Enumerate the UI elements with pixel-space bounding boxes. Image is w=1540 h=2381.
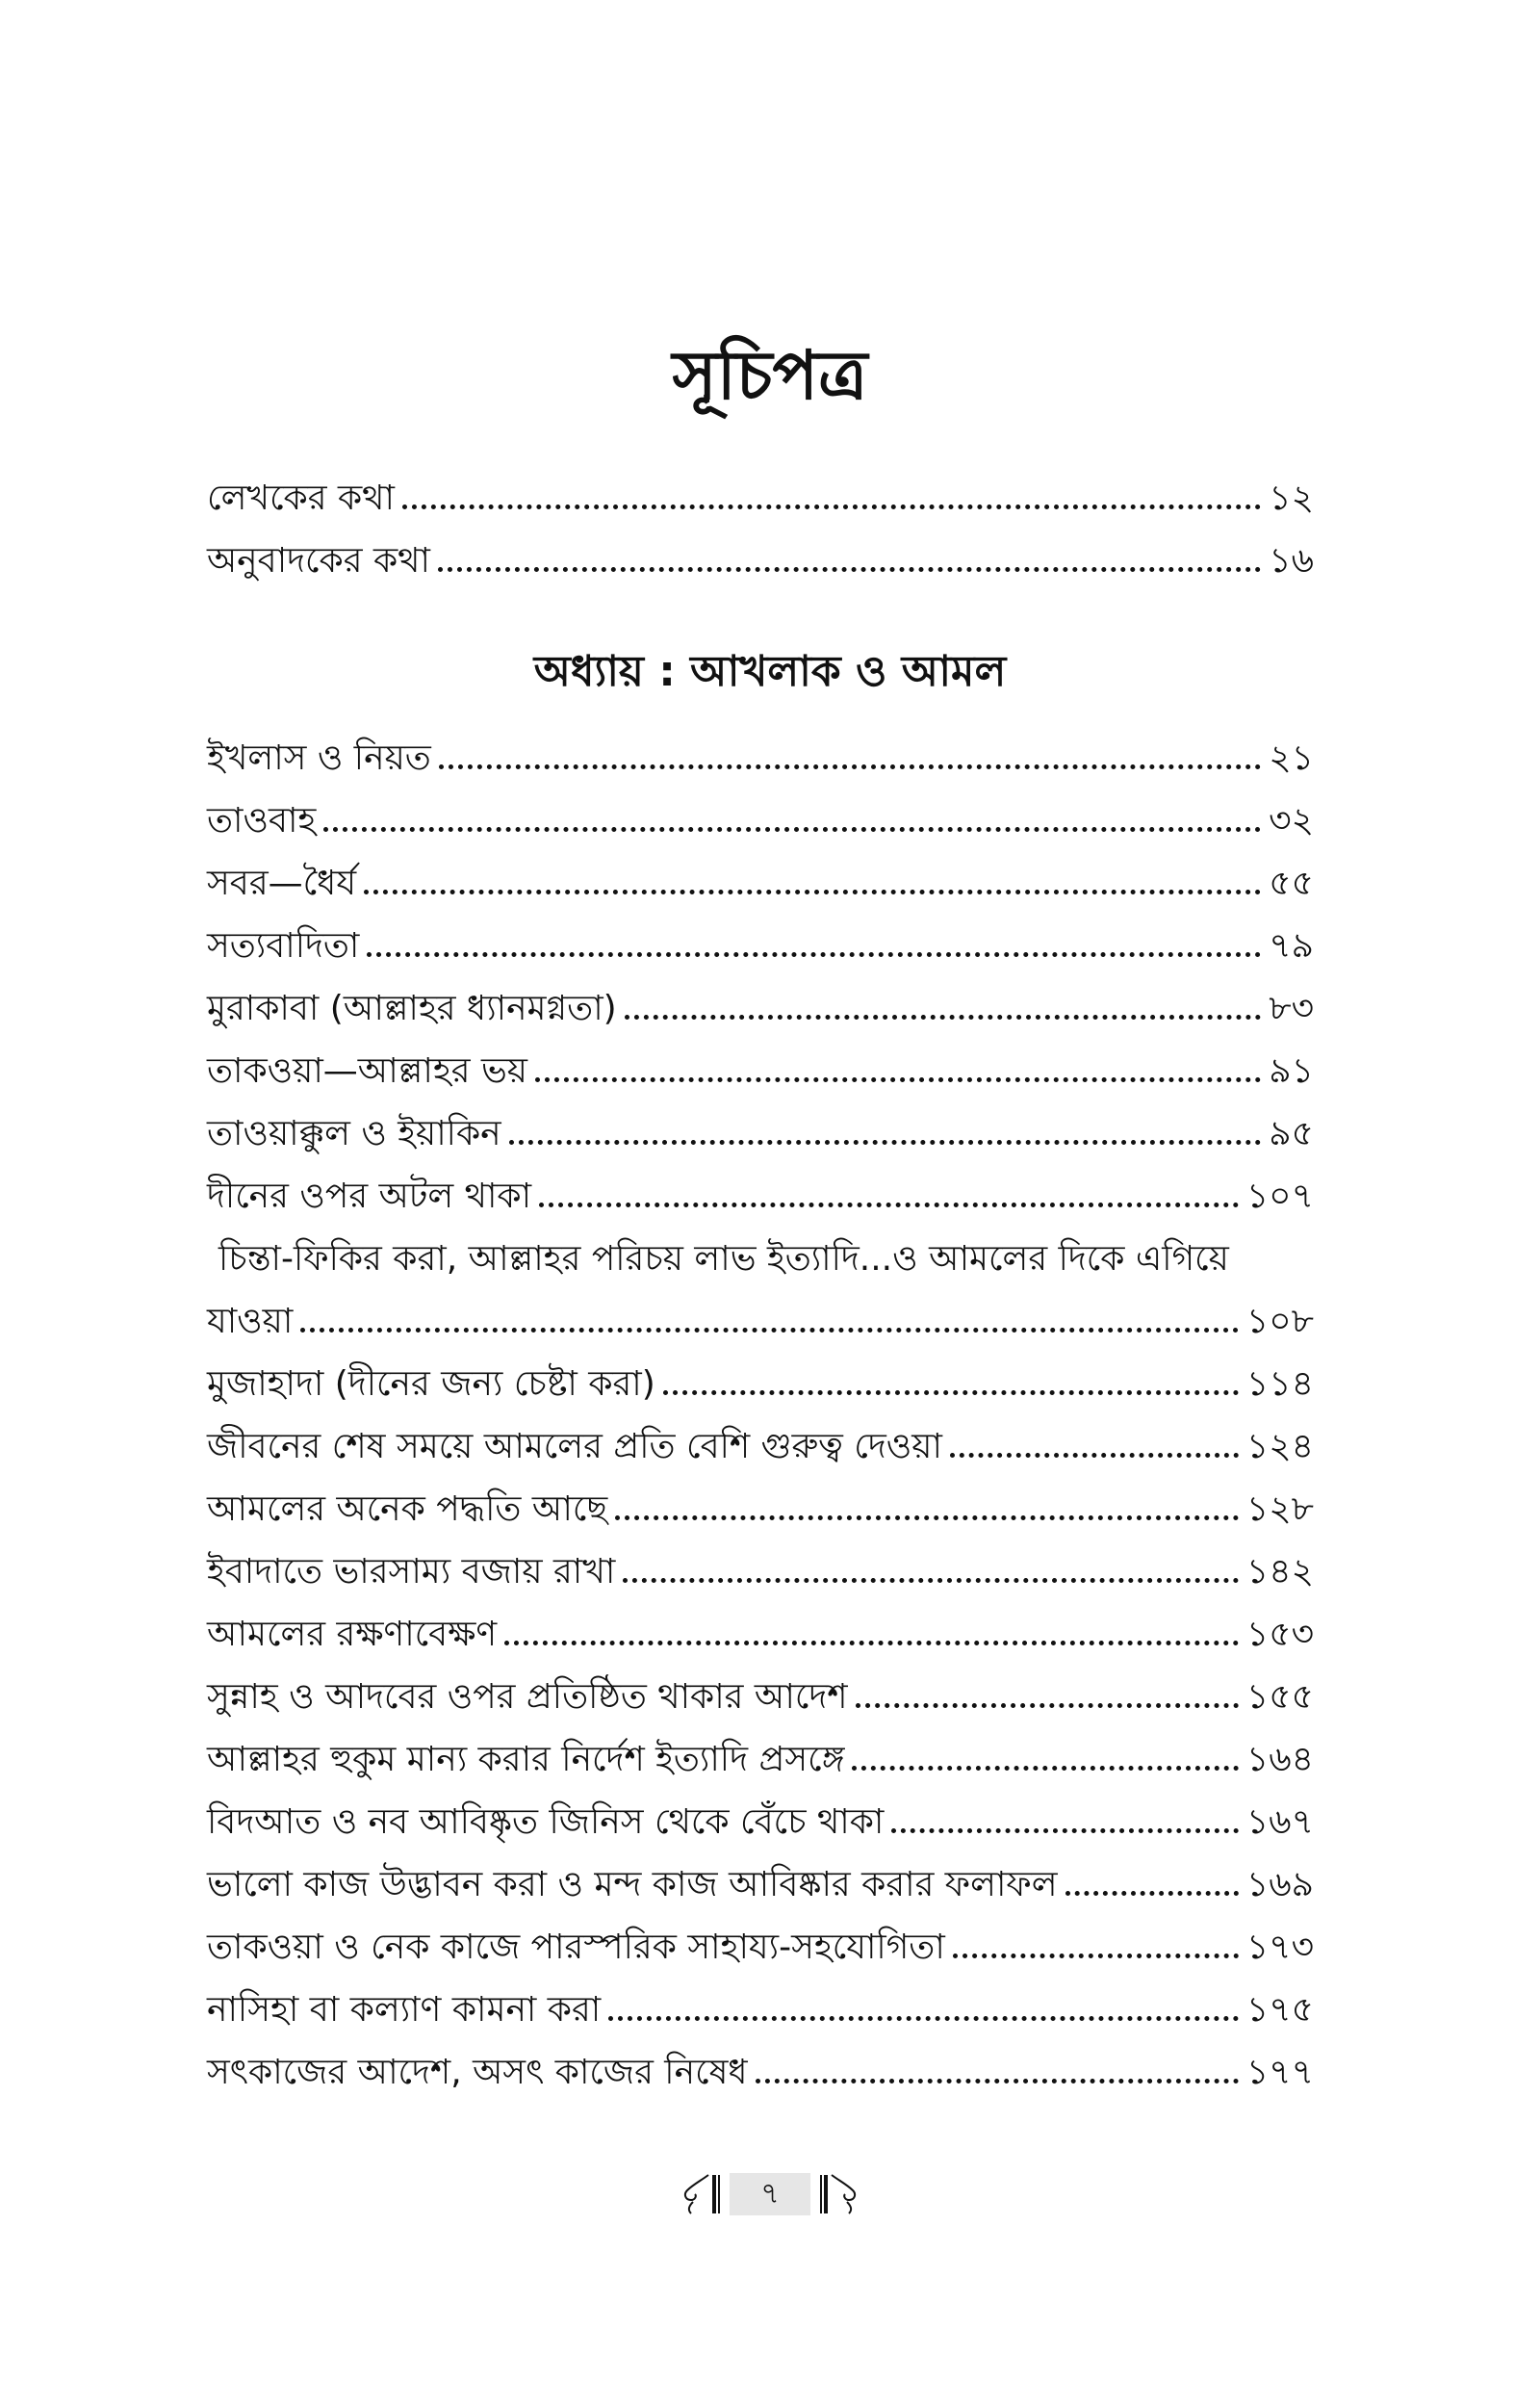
- dot-leader: [402, 505, 1261, 509]
- dot-leader: [539, 1203, 1239, 1207]
- toc-entry-page: ১৪২: [1245, 1552, 1314, 1592]
- toc-entry-title: লেখকের কথা: [207, 479, 395, 518]
- dot-leader: [1065, 1891, 1239, 1896]
- toc-entry-page: ৮৩: [1269, 989, 1314, 1028]
- toc-entry-title: নাসিহা বা কল্যাণ কামনা করা: [207, 1990, 602, 2030]
- toc-entry[interactable]: [207, 1666, 1314, 1728]
- dot-leader: [364, 890, 1261, 894]
- toc-entry-page: ৫৫: [1269, 864, 1314, 903]
- toc-entry[interactable]: [207, 727, 1314, 789]
- toc-entry-translators-note[interactable]: [207, 530, 1314, 592]
- dot-leader: [439, 764, 1261, 769]
- toc-entry-page: ৯৫: [1269, 1114, 1314, 1153]
- dot-leader: [756, 2079, 1239, 2083]
- toc-entry-title: ইখলাস ও নিয়ত: [207, 738, 431, 778]
- page-title: সূচিপত্র: [672, 336, 868, 415]
- dot-leader: [615, 1515, 1239, 1520]
- toc-entry-title: তাওয়াক্কুল ও ইয়াকিন: [207, 1114, 501, 1153]
- toc-entry-page: ১০৭: [1245, 1177, 1314, 1216]
- toc-entry-page: ১৭৭: [1245, 2053, 1314, 2092]
- toc-entry[interactable]: [207, 1102, 1314, 1165]
- dot-leader: [504, 1641, 1239, 1645]
- toc-entry-page: ৭৯: [1269, 926, 1314, 966]
- toc-entry-title: মুজাহাদা (দীনের জন্য চেষ্টা করা): [207, 1364, 655, 1404]
- toc-entry-title: সুন্নাহ ও আদবের ওপর প্রতিষ্ঠিত থাকার আদেশ: [207, 1677, 848, 1717]
- dot-leader: [852, 1766, 1238, 1771]
- ornament-left-icon: [680, 2171, 722, 2217]
- toc-entry-authors-note[interactable]: [207, 467, 1314, 530]
- toc-entry-page: ২১: [1269, 738, 1314, 778]
- dot-leader: [323, 827, 1261, 832]
- toc-entry[interactable]: [207, 852, 1314, 915]
- ornament-right-icon: [818, 2171, 860, 2217]
- toc-entry-title: যাওয়া: [207, 1302, 294, 1341]
- page-footer: [0, 2171, 1540, 2217]
- toc-entry-title: তাকওয়া ও নেক কাজে পারস্পরিক সাহায্য-সহযোগিতা: [207, 1928, 945, 1967]
- toc-entry[interactable]: [207, 1853, 1314, 1916]
- dot-leader: [891, 1828, 1238, 1833]
- toc-entry-page: ১৭৩: [1245, 1928, 1314, 1967]
- toc-entry-title: আল্লাহর হুকুম মান্য করার নির্দেশ ইত্যাদি প্রসঙ্গে: [207, 1740, 845, 1779]
- toc-entry-wrapped-line1[interactable]: [207, 1228, 1314, 1290]
- toc-entry[interactable]: [207, 1728, 1314, 1791]
- toc-entry-page: ১৭৫: [1245, 1990, 1314, 2030]
- toc-entry[interactable]: [207, 1791, 1314, 1853]
- toc-entry-title: সৎকাজের আদেশ, অসৎ কাজের নিষেধ: [207, 2053, 748, 2092]
- toc-entry[interactable]: [207, 1603, 1314, 1666]
- dot-leader: [608, 2016, 1239, 2021]
- dot-leader: [535, 1077, 1261, 1082]
- toc-entry[interactable]: [207, 1353, 1314, 1415]
- toc-entry-title: বিদআত ও নব আবিষ্কৃত জিনিস থেকে বেঁচে থাকা: [207, 1802, 885, 1842]
- toc-entry-page: ১৬: [1269, 541, 1314, 581]
- dot-leader: [300, 1328, 1239, 1333]
- chapter-entry-list: [207, 727, 1314, 2104]
- chapter-heading: অধ্যায় : আখলাক ও আমল: [533, 647, 1007, 696]
- toc-entry-title: ইবাদাতে ভারসাম্য বজায় রাখা: [207, 1552, 616, 1592]
- dot-leader: [623, 1578, 1239, 1583]
- toc-entry-title: দীনের ওপর অটল থাকা: [207, 1177, 532, 1216]
- toc-entry[interactable]: [207, 1979, 1314, 2041]
- toc-entry[interactable]: [207, 1415, 1314, 1478]
- dot-leader: [663, 1390, 1239, 1395]
- toc-entry[interactable]: [207, 1540, 1314, 1603]
- page-number: ৭: [730, 2173, 810, 2215]
- toc-entry[interactable]: [207, 1478, 1314, 1540]
- toc-entry-page: ১২৪: [1245, 1427, 1314, 1466]
- dot-leader: [509, 1140, 1262, 1145]
- toc-entry-title: তাকওয়া—আল্লাহর ভয়: [207, 1051, 528, 1091]
- toc-entry[interactable]: [207, 2041, 1314, 2104]
- toc-entry-title: জীবনের শেষ সময়ে আমলের প্রতি বেশি গুরুত্ব দেওয়া: [207, 1427, 942, 1466]
- toc-entry-wrapped-line2[interactable]: [207, 1290, 1314, 1353]
- toc-entry-title: আমলের রক্ষণাবেক্ষণ: [207, 1615, 498, 1654]
- toc-entry[interactable]: [207, 1916, 1314, 1979]
- toc-entry-title: চিন্তা-ফিকির করা, আল্লাহর পরিচয় লাভ ইত্যাদি...ও আমলের দিকে এগিয়ে: [218, 1239, 1229, 1279]
- dot-leader: [856, 1703, 1239, 1708]
- dot-leader: [367, 952, 1261, 957]
- toc-entry-title: মুরাকাবা (আল্লাহর ধ্যানমগ্নতা): [207, 989, 617, 1028]
- toc-entry-page: ১৫৩: [1245, 1615, 1314, 1654]
- toc-entry[interactable]: [207, 915, 1314, 977]
- toc-entry-page: ৯১: [1269, 1051, 1314, 1091]
- toc-entry[interactable]: [207, 1040, 1314, 1102]
- toc-entry[interactable]: [207, 977, 1314, 1040]
- toc-entry-title: আমলের অনেক পদ্ধতি আছে: [207, 1489, 608, 1529]
- dot-leader: [953, 1954, 1239, 1958]
- toc-entry-page: ১২: [1269, 479, 1314, 518]
- toc-entry-title: সবর—ধৈর্য: [207, 864, 357, 903]
- dot-leader: [625, 1015, 1262, 1020]
- toc-entry-page: ১২৮: [1245, 1489, 1314, 1529]
- toc-entry-page: ১৬৪: [1245, 1740, 1314, 1779]
- toc-entry-title: তাওবাহ: [207, 801, 317, 841]
- toc-entry-page: ১১৪: [1245, 1364, 1314, 1404]
- toc-entry-title: ভালো কাজ উদ্ভাবন করা ও মন্দ কাজ আবিষ্কার করার ফলাফল: [207, 1865, 1058, 1904]
- dot-leader: [438, 567, 1261, 572]
- toc-entry-page: ১০৮: [1245, 1302, 1314, 1341]
- toc-entry[interactable]: [207, 1165, 1314, 1228]
- toc-entry-page: ১৫৫: [1245, 1677, 1314, 1717]
- toc-entry-title: অনুবাদকের কথা: [207, 541, 430, 581]
- toc-entry-page: ১৬৭: [1245, 1802, 1314, 1842]
- toc-entry[interactable]: [207, 789, 1314, 852]
- toc-entry-title: সত্যবাদিতা: [207, 926, 360, 966]
- toc-entry-page: ১৬৯: [1245, 1865, 1314, 1904]
- dot-leader: [950, 1453, 1239, 1458]
- toc-entry-page: ৩২: [1269, 801, 1314, 841]
- front-matter-list: [207, 467, 1314, 592]
